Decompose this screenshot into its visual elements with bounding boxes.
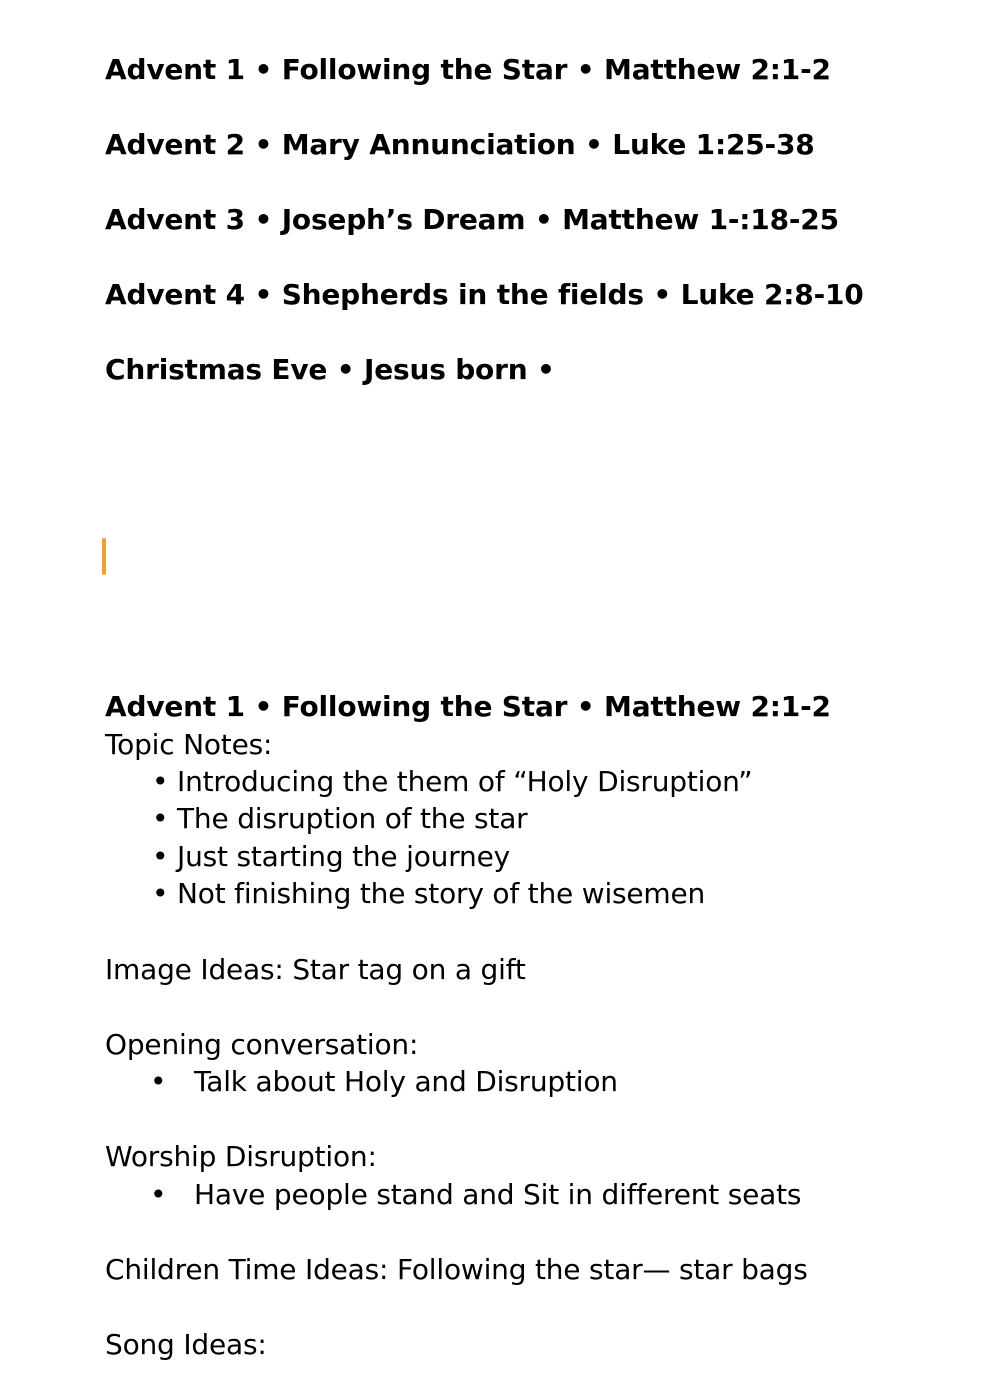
outline-item-advent-3: Advent 3 • Joseph’s Dream • Matthew 1-:18-25 xyxy=(105,203,839,236)
outline-item-advent-1: Advent 1 • Following the Star • Matthew 2:1-2 xyxy=(105,53,831,86)
text-cursor xyxy=(102,538,106,575)
outline-item-advent-4: Advent 4 • Shepherds in the fields • Luke 2:8-10 xyxy=(105,278,864,311)
bullet-marker: • xyxy=(150,1065,167,1098)
topic-note-item: • Not finishing the story of the wisemen xyxy=(152,877,706,910)
image-ideas: Image Ideas: Star tag on a gift xyxy=(105,953,526,986)
opening-conversation-item xyxy=(150,1065,618,1099)
topic-note-item: • The disruption of the star xyxy=(152,802,528,835)
topic-note-item: • Introducing the them of “Holy Disruption” xyxy=(152,765,753,798)
section-heading: Advent 1 • Following the Star • Matthew 2:1-2 xyxy=(105,690,831,723)
worship-disruption-label: Worship Disruption: xyxy=(105,1140,377,1173)
outline-item-advent-2: Advent 2 • Mary Annunciation • Luke 1:25-38 xyxy=(105,128,815,161)
opening-conversation-label: Opening conversation: xyxy=(105,1028,419,1061)
bullet-marker: • xyxy=(150,1178,167,1211)
worship-disruption-item xyxy=(150,1178,801,1212)
worship-item-text: Have people stand and Sit in different seats xyxy=(194,1178,802,1211)
song-ideas-label: Song Ideas: xyxy=(105,1328,267,1361)
topic-notes-label: Topic Notes: xyxy=(105,728,273,761)
outline-item-christmas-eve: Christmas Eve • Jesus born • xyxy=(105,353,555,386)
topic-note-item: • Just starting the journey xyxy=(152,840,510,873)
opening-item-text: Talk about Holy and Disruption xyxy=(194,1065,618,1098)
children-time-ideas: Children Time Ideas: Following the star— star bags xyxy=(105,1253,808,1286)
